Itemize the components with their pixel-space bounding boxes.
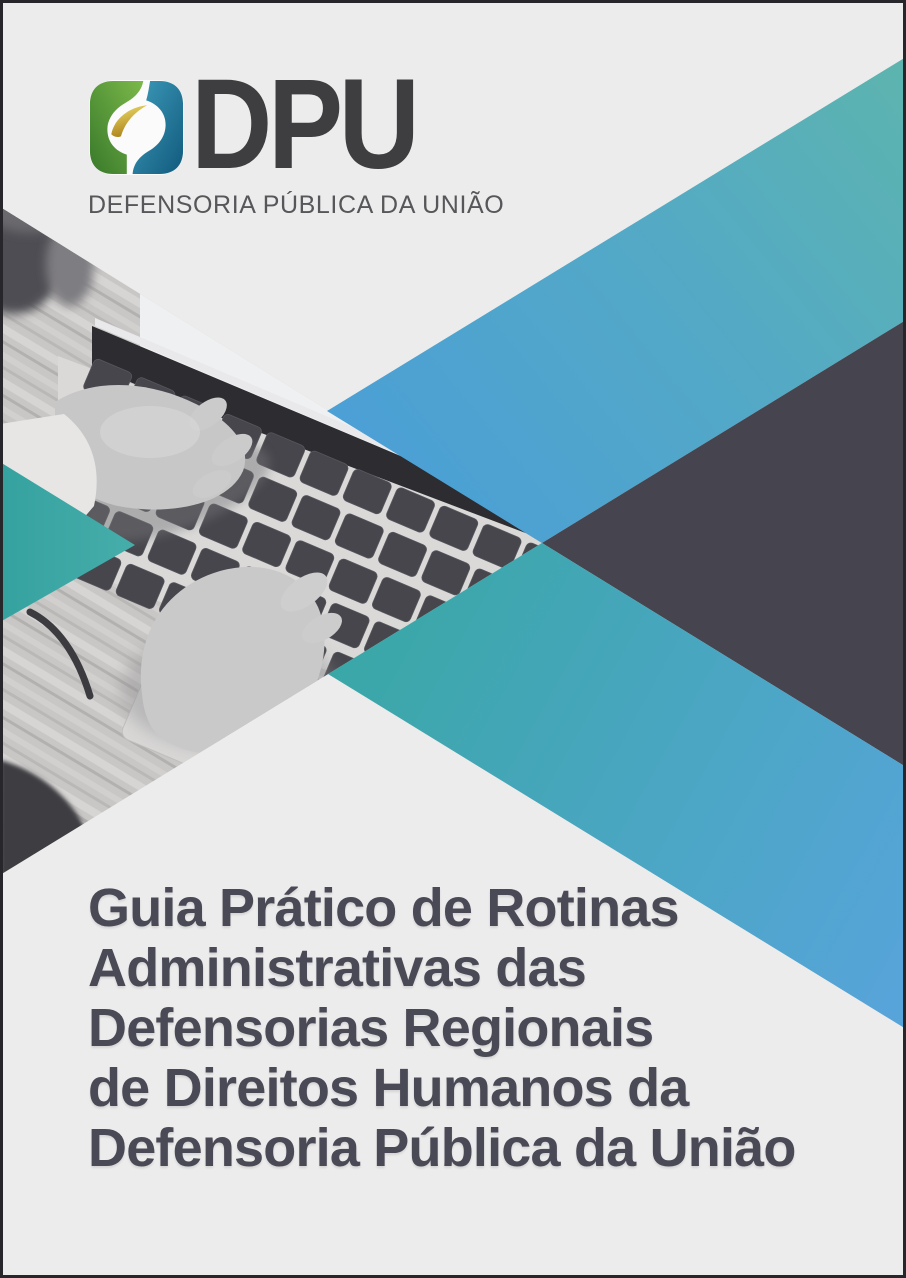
brand-acronym: DPU	[191, 53, 416, 196]
dpu-logo-icon	[88, 78, 185, 177]
brand-header	[88, 53, 608, 220]
title-line: de Direitos Humanos da	[88, 1058, 689, 1118]
title-line: Guia Prático de Rotinas	[88, 878, 679, 938]
title-line: Administrativas das	[88, 938, 586, 998]
brand-tagline: DEFENSORIA PÚBLICA DA UNIÃO	[88, 191, 505, 219]
title-line: Defensoria Pública da União	[88, 1118, 796, 1178]
cover-title	[88, 878, 796, 1178]
title-line: Defensorias Regionais	[88, 998, 654, 1058]
